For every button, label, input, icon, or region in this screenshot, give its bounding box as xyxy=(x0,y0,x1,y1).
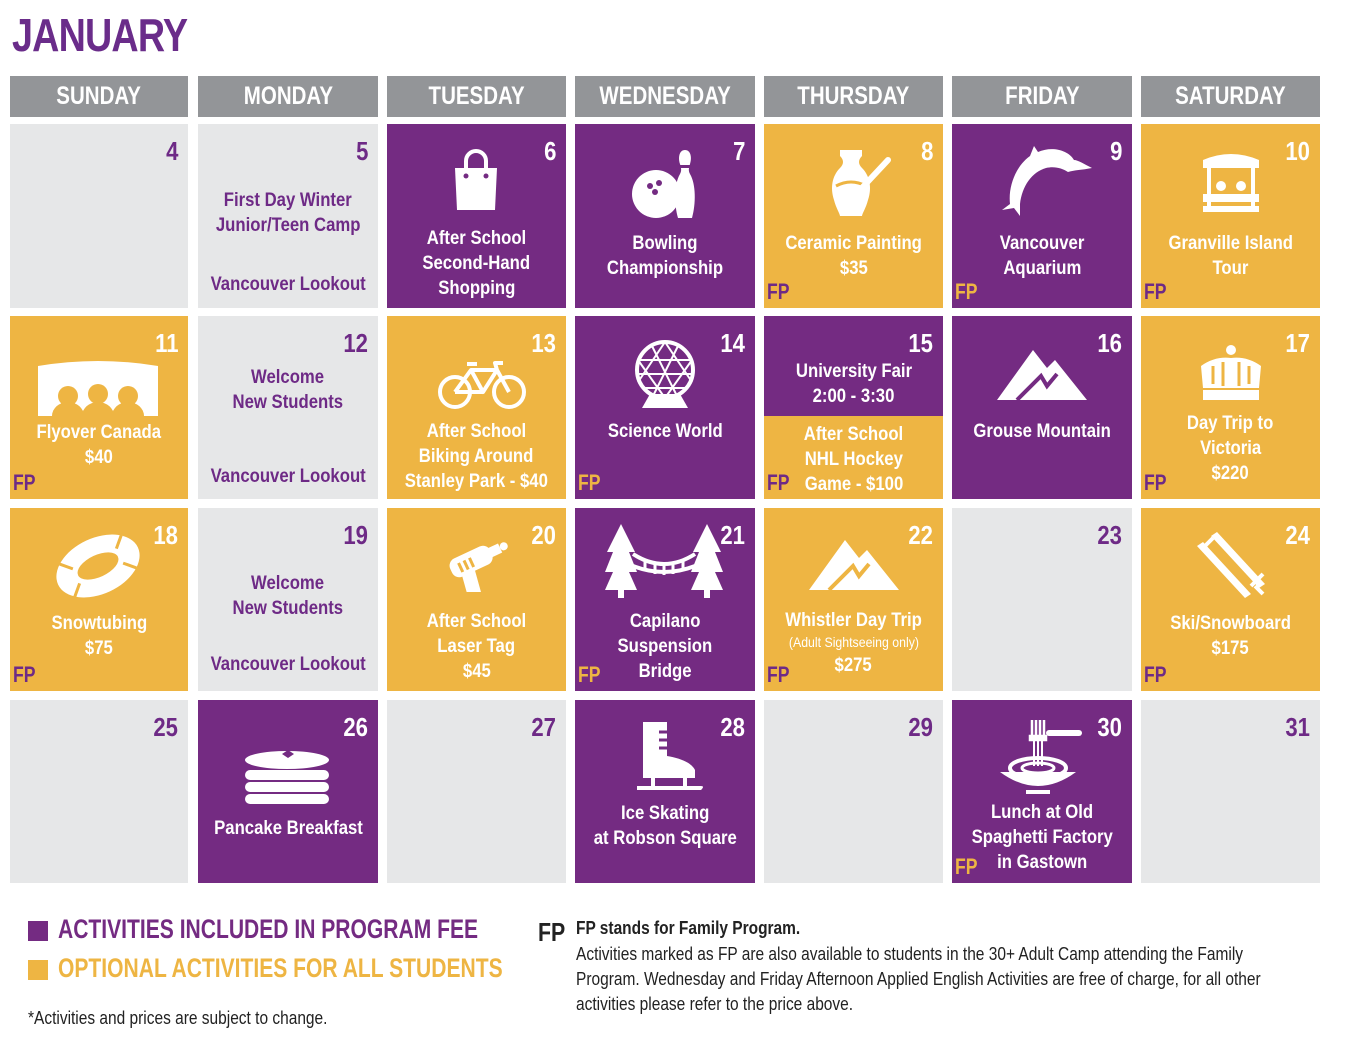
activity-title: After School Laser Tag $45 xyxy=(426,611,527,682)
day-cell-4 xyxy=(10,124,188,308)
day-cell-9 xyxy=(952,124,1132,308)
activity-title: Ski/Snowboard $175 xyxy=(1170,613,1291,659)
suspension-bridge-icon xyxy=(605,524,723,598)
fp-heading: FP stands for Family Program. xyxy=(576,918,801,938)
legend-optional: OPTIONAL ACTIVITIES FOR ALL STUDENTS xyxy=(58,953,503,983)
day-number: 26 xyxy=(343,712,368,742)
day-number: 15 xyxy=(908,328,933,358)
day-number: 24 xyxy=(1285,520,1310,550)
fp-badge: FP xyxy=(767,662,790,687)
fp-badge: FP xyxy=(1144,470,1167,495)
disclaimer: *Activities and prices are subject to change. xyxy=(28,1008,328,1028)
fp-badge: FP xyxy=(1144,662,1167,687)
day-cell-10 xyxy=(1141,124,1320,308)
day-cell-25 xyxy=(10,700,188,883)
day-cell-29 xyxy=(764,700,943,883)
day-cell-13 xyxy=(387,316,566,499)
header-sunday: SUNDAY xyxy=(10,76,188,117)
activity-title: Snowtubing $75 xyxy=(51,613,147,659)
day-number: 25 xyxy=(153,712,178,742)
day-number: 22 xyxy=(908,520,933,550)
activity-title: Welcome New Students xyxy=(232,573,344,619)
day-cell-20 xyxy=(387,508,566,691)
activity-title: Welcome New Students xyxy=(232,367,344,413)
activity-title: Vancouver Aquarium xyxy=(999,233,1085,279)
day-number: 13 xyxy=(531,328,556,358)
day-cell-17 xyxy=(1141,316,1320,499)
activity-title: Granville Island Tour xyxy=(1168,233,1293,279)
activity-title: Bowling Championship xyxy=(606,233,724,279)
day-number: 21 xyxy=(720,520,745,550)
day-number: 29 xyxy=(908,712,933,742)
day-number: 7 xyxy=(732,136,745,166)
day-cell-16 xyxy=(952,316,1132,499)
legend-included: ACTIVITIES INCLUDED IN PROGRAM FEE xyxy=(58,914,479,944)
bowling-icon xyxy=(630,146,700,222)
mountain-icon xyxy=(809,534,899,592)
day-cell-11 xyxy=(10,316,188,499)
page-title: JANUARY xyxy=(12,9,188,61)
day-number: 14 xyxy=(720,328,745,358)
bicycle-icon xyxy=(437,360,527,410)
activity-title: Flyover Canada $40 xyxy=(36,422,162,468)
day-number: 11 xyxy=(154,328,178,358)
day-number: 30 xyxy=(1097,712,1122,742)
day-number: 17 xyxy=(1285,328,1310,358)
day-number: 31 xyxy=(1285,712,1310,742)
activity-title: Lunch at Old Spaghetti Factory in Gastown xyxy=(971,802,1113,873)
day-number: 8 xyxy=(920,136,933,166)
day-number: 19 xyxy=(343,520,368,550)
day-number: 18 xyxy=(153,520,178,550)
activity-title: Ice Skating at Robson Square xyxy=(593,803,737,849)
day-number: 10 xyxy=(1285,136,1310,166)
skis-icon xyxy=(1191,528,1271,608)
activity-title: Ceramic Painting $35 xyxy=(785,233,922,279)
header-wednesday: WEDNESDAY xyxy=(575,76,755,117)
legend-swatch-included xyxy=(28,921,48,941)
laser-gun-icon xyxy=(445,536,515,592)
header-friday: FRIDAY xyxy=(952,76,1132,117)
theater-audience-icon xyxy=(38,360,158,416)
day-number: 23 xyxy=(1097,520,1122,550)
day-number: 20 xyxy=(531,520,556,550)
day-cell-6 xyxy=(387,124,566,308)
fp-badge: FP xyxy=(955,854,978,879)
shopping-bag-icon xyxy=(451,148,501,212)
fp-badge: FP xyxy=(578,662,601,687)
dolphin-icon xyxy=(1000,146,1096,218)
day-cell-22 xyxy=(764,508,943,691)
header-thursday: THURSDAY xyxy=(764,76,943,117)
fp-badge: FP xyxy=(13,470,36,495)
crown-icon xyxy=(1199,344,1263,404)
day-cell-30 xyxy=(952,700,1132,883)
day-cell-8 xyxy=(764,124,943,308)
day-cell-14 xyxy=(575,316,755,499)
day-cell-24 xyxy=(1141,508,1320,691)
activity-location: Vancouver Lookout xyxy=(210,274,366,295)
activity-title: After School Second-Hand Shopping xyxy=(422,228,531,299)
day-number: 5 xyxy=(355,136,368,166)
day-cell-23 xyxy=(952,508,1132,691)
activity-title: University Fair 2:00 - 3:30 xyxy=(795,361,912,407)
activity-title: Whistler Day Trip xyxy=(785,610,922,631)
day-number: 6 xyxy=(543,136,556,166)
activity-title: Pancake Breakfast xyxy=(213,818,363,839)
day-cell-19 xyxy=(198,508,378,691)
fp-description: Activities marked as FP are also available to students in the 30+ Adult Camp attending the Family Program. Wednesday and Friday Afternoon Applied English Activities are free of charge, for all other activities please refer to the price above. xyxy=(576,944,1261,1014)
day-cell-21 xyxy=(575,508,755,691)
mountain-icon xyxy=(997,342,1087,402)
day-number: 27 xyxy=(531,712,556,742)
activity-title: First Day Winter Junior/Teen Camp xyxy=(215,190,361,236)
day-cell-5 xyxy=(198,124,378,308)
activity-title: After School Biking Around Stanley Park - $40 xyxy=(404,421,549,492)
header-monday: MONDAY xyxy=(198,76,378,117)
snow-tube-icon xyxy=(50,528,146,604)
day-cell-18 xyxy=(10,508,188,691)
header-tuesday: TUESDAY xyxy=(387,76,566,117)
fp-badge: FP xyxy=(955,279,978,304)
activity-title: After School NHL Hockey Game - $100 xyxy=(803,424,904,495)
day-cell-26 xyxy=(198,700,378,883)
ice-skate-icon xyxy=(633,722,705,794)
activity-price: $275 xyxy=(834,655,873,676)
fp-badge: FP xyxy=(767,279,790,304)
fp-badge: FP xyxy=(767,470,790,495)
activity-title: Capilano Suspension Bridge xyxy=(617,611,713,682)
fp-badge: FP xyxy=(578,470,601,495)
day-cell-31 xyxy=(1141,700,1320,883)
geodesic-dome-icon xyxy=(632,338,698,410)
spaghetti-icon xyxy=(996,716,1086,796)
activity-title: Grouse Mountain xyxy=(973,421,1111,442)
ceramic-vase-icon xyxy=(826,146,896,218)
fp-badge: FP xyxy=(13,662,36,687)
day-number: 9 xyxy=(1109,136,1122,166)
activity-title: Day Trip to Victoria $220 xyxy=(1187,413,1274,484)
day-cell-28 xyxy=(575,700,755,883)
day-cell-7 xyxy=(575,124,755,308)
fp-label: FP xyxy=(538,917,566,947)
hockey-block xyxy=(764,416,943,499)
activity-title: Science World xyxy=(607,421,723,442)
day-cell-12 xyxy=(198,316,378,499)
university-fair-block xyxy=(764,316,943,416)
day-number: 4 xyxy=(165,136,178,166)
activity-location: Vancouver Lookout xyxy=(210,654,366,675)
day-cell-15 xyxy=(764,316,943,499)
header-saturday: SATURDAY xyxy=(1141,76,1320,117)
day-number: 12 xyxy=(343,328,368,358)
day-cell-27 xyxy=(387,700,566,883)
market-stall-icon xyxy=(1199,146,1263,216)
fp-badge: FP xyxy=(1144,279,1167,304)
legend-swatch-optional xyxy=(28,960,48,980)
activity-note: (Adult Sightseeing only) xyxy=(788,634,919,650)
day-number: 28 xyxy=(720,712,745,742)
day-number: 16 xyxy=(1097,328,1122,358)
activity-location: Vancouver Lookout xyxy=(210,466,366,487)
pancakes-icon xyxy=(242,750,332,804)
